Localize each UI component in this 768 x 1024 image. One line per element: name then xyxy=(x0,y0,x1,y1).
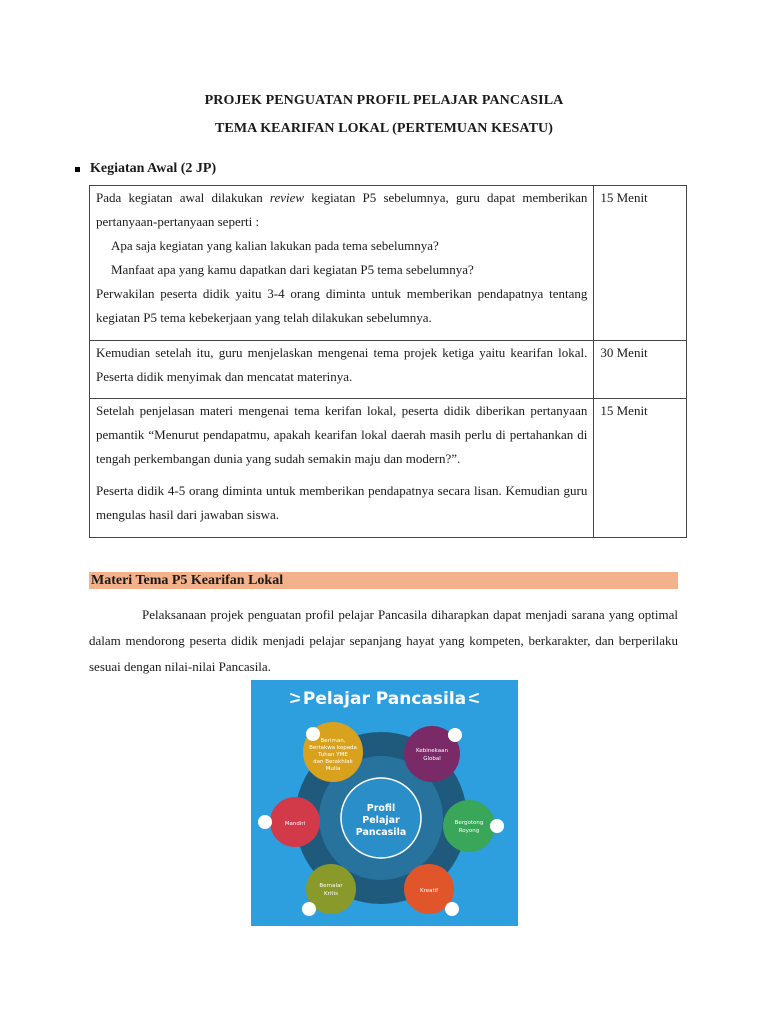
svg-text:Bergotong: Bergotong xyxy=(454,820,484,826)
table-row xyxy=(90,341,687,399)
dimension-beriman xyxy=(303,722,363,782)
svg-text:Bertakwa kepada: Bertakwa kepada xyxy=(309,745,357,751)
svg-text:Tuhan YME: Tuhan YME xyxy=(318,752,348,758)
svg-text:Global: Global xyxy=(423,756,441,762)
svg-text:dan Berakhlak: dan Berakhlak xyxy=(313,759,353,765)
dimension-gotong-royong xyxy=(443,800,504,852)
body-paragraph xyxy=(89,602,678,680)
section-bullet-label: Kegiatan Awal (2 JP) xyxy=(90,161,217,176)
activity-description xyxy=(90,399,594,538)
svg-text:Bernalar: Bernalar xyxy=(319,883,343,889)
svg-text:Kritis: Kritis xyxy=(324,891,338,897)
table-row xyxy=(90,399,687,538)
activity-description xyxy=(90,186,594,341)
section-heading: Materi Tema P5 Kearifan Lokal xyxy=(91,573,284,588)
center-label: Pancasila xyxy=(355,827,407,838)
activity-paragraph: Peserta didik 4-5 orang diminta untuk memberikan pendapatnya secara lisan. Kemudian guru mengulas hasil dari jawaban siswa. xyxy=(96,483,588,522)
infographic-title: Pelajar Pancasila xyxy=(302,689,467,709)
activity-description xyxy=(90,341,594,399)
document-title: PROJEK PENGUATAN PROFIL PELAJAR PANCASILA xyxy=(204,93,564,108)
dimension-bernalar-kritis xyxy=(302,864,356,916)
document-subtitle: TEMA KEARIFAN LOKAL (PERTEMUAN KESATU) xyxy=(214,121,554,136)
svg-text:Royong: Royong xyxy=(458,828,480,834)
guiding-question: Manfaat apa yang kamu dapatkan dari kegiatan P5 tema sebelumnya? xyxy=(111,262,474,277)
svg-text:Mandiri: Mandiri xyxy=(284,821,306,827)
svg-text:Kreatif: Kreatif xyxy=(419,888,439,894)
guiding-question: Apa saja kegiatan yang kalian lakukan pada tema sebelumnya? xyxy=(111,238,439,253)
center-label: Pelajar xyxy=(362,815,400,826)
pelajar-pancasila-infographic xyxy=(251,680,518,926)
activity-duration: 15 Menit xyxy=(594,399,687,538)
svg-text:Kebinekaan: Kebinekaan xyxy=(416,748,448,754)
activity-paragraph: Pada kegiatan awal dilakukan review kegiatan P5 sebelumnya, guru dapat memberikan pertanyaan-pertanyaan seperti : xyxy=(96,190,588,229)
center-label: Profil xyxy=(366,803,396,814)
square-bullet-icon xyxy=(75,167,80,172)
activity-paragraph: Kemudian setelah itu, guru menjelaskan mengenai tema projek ketiga yaitu kearifan lokal. Peserta didik menyimak dan mencatat materinya. xyxy=(96,345,588,384)
svg-text:Mulia: Mulia xyxy=(325,766,341,772)
svg-text:Beriman,: Beriman, xyxy=(320,738,346,744)
activity-paragraph: Setelah penjelasan materi mengenai tema kerifan lokal, peserta didik diberikan pertanyaan pemantik “Menurut pendapatmu, apakah kearifan lokal daerah masih perlu di pertahankan di tengah perkembangan dunia yang sudah semakin maju dan modern?”. xyxy=(96,403,588,466)
activity-duration: 15 Menit xyxy=(594,186,687,341)
table-row xyxy=(90,186,687,341)
activities-table xyxy=(89,185,687,538)
activity-paragraph: Perwakilan peserta didik yaitu 3-4 orang diminta untuk memberikan pendapatnya tentang kegiatan P5 tema kebekerjaan yang telah dilakukan sebelumnya. xyxy=(96,286,588,325)
body-paragraph-text: Pelaksanaan projek penguatan profil pelajar Pancasila diharapkan dapat menjadi sarana yang optimal dalam mendorong peserta didik menjadi pelajar sepanjang hayat yang kompeten, berkarakter, dan berperilaku sesuai dengan nilai-nilai Pancasila. xyxy=(89,607,678,674)
activity-duration: 30 Menit xyxy=(594,341,687,399)
dimension-mandiri xyxy=(258,797,320,847)
dimension-kreatif xyxy=(404,864,459,916)
